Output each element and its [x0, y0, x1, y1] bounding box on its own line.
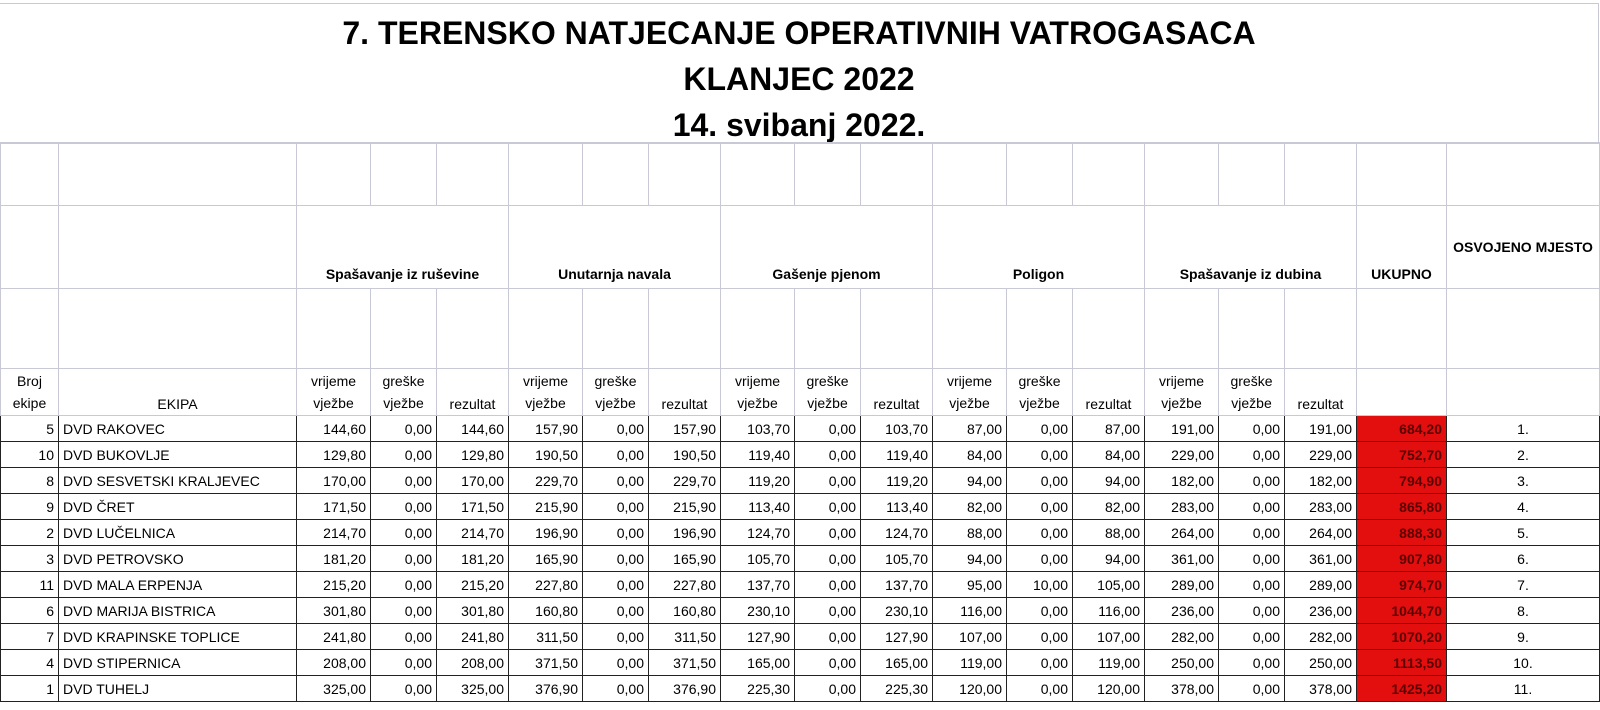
- cell-value: 119,40: [861, 442, 933, 468]
- cell-value: 311,50: [649, 624, 721, 650]
- cell-value: 0,00: [583, 650, 649, 676]
- cell-value: 0,00: [1219, 572, 1285, 598]
- cell-value: 230,10: [861, 598, 933, 624]
- cell-broj: 10: [1, 442, 59, 468]
- cell-value: 0,00: [1007, 598, 1073, 624]
- cell-ekipa: DVD BUKOVLJE: [59, 442, 297, 468]
- cell-value: 191,00: [1285, 416, 1357, 442]
- cell-mjesto: 11.: [1447, 676, 1600, 702]
- table-row: [1, 572, 1600, 598]
- cell-value: 0,00: [583, 520, 649, 546]
- cell-value: 0,00: [371, 416, 437, 442]
- cell-ekipa: DVD PETROVSKO: [59, 546, 297, 572]
- cell-value: 208,00: [297, 650, 371, 676]
- cell-value: 0,00: [1219, 624, 1285, 650]
- cell-value: 0,00: [583, 416, 649, 442]
- cell-value: 165,00: [861, 650, 933, 676]
- cell-value: 376,90: [509, 676, 583, 702]
- cell-value: 0,00: [1007, 416, 1073, 442]
- cell-ekipa: DVD RAKOVEC: [59, 416, 297, 442]
- cell-value: 160,80: [649, 598, 721, 624]
- cell-mjesto: 8.: [1447, 598, 1600, 624]
- cell-value: 0,00: [583, 572, 649, 598]
- cell-broj: 2: [1, 520, 59, 546]
- header-greske: greške vježbe: [583, 369, 649, 416]
- cell-value: 94,00: [1073, 468, 1145, 494]
- header-rezultat: rezultat: [437, 369, 509, 416]
- cell-value: 264,00: [1285, 520, 1357, 546]
- cell-value: 95,00: [933, 572, 1007, 598]
- cell-broj: 4: [1, 650, 59, 676]
- cell-value: 289,00: [1285, 572, 1357, 598]
- cell-value: 264,00: [1145, 520, 1219, 546]
- cell-value: 88,00: [1073, 520, 1145, 546]
- cell-value: 107,00: [1073, 624, 1145, 650]
- cell-value: 191,00: [1145, 416, 1219, 442]
- header-vrijeme: vrijeme vježbe: [297, 369, 371, 416]
- cell-value: 229,00: [1145, 442, 1219, 468]
- cell-mjesto: 4.: [1447, 494, 1600, 520]
- group-rusevine: Spašavanje iz ruševine: [297, 206, 509, 289]
- cell-value: 103,70: [721, 416, 795, 442]
- cell-broj: 1: [1, 676, 59, 702]
- cell-value: 0,00: [795, 546, 861, 572]
- cell-mjesto: 7.: [1447, 572, 1600, 598]
- cell-value: 229,70: [649, 468, 721, 494]
- blank-row: [1, 289, 1600, 369]
- cell-value: 119,40: [721, 442, 795, 468]
- cell-ukupno: 1070,20: [1357, 624, 1447, 650]
- cell-value: 0,00: [371, 676, 437, 702]
- cell-value: 0,00: [1219, 546, 1285, 572]
- cell-ukupno: 1425,20: [1357, 676, 1447, 702]
- cell-ekipa: DVD MALA ERPENJA: [59, 572, 297, 598]
- header-ekipa: EKIPA: [59, 369, 297, 416]
- cell-value: 301,80: [437, 598, 509, 624]
- cell-value: 282,00: [1285, 624, 1357, 650]
- cell-broj: 8: [1, 468, 59, 494]
- header-greske: greške vježbe: [1007, 369, 1073, 416]
- table-row: [1, 416, 1600, 442]
- cell-value: 84,00: [1073, 442, 1145, 468]
- group-pjena: Gašenje pjenom: [721, 206, 933, 289]
- cell-value: 0,00: [1007, 468, 1073, 494]
- table-row: [1, 494, 1600, 520]
- cell-value: 0,00: [583, 624, 649, 650]
- table-row: [1, 598, 1600, 624]
- cell-value: 129,80: [437, 442, 509, 468]
- cell-value: 165,90: [649, 546, 721, 572]
- header-vrijeme: vrijeme vježbe: [509, 369, 583, 416]
- cell-broj: 6: [1, 598, 59, 624]
- cell-value: 94,00: [1073, 546, 1145, 572]
- cell-value: 120,00: [1073, 676, 1145, 702]
- cell-value: 0,00: [795, 520, 861, 546]
- cell-value: 0,00: [1219, 676, 1285, 702]
- cell-value: 371,50: [649, 650, 721, 676]
- table-row: [1, 676, 1600, 702]
- header-rezultat: rezultat: [1073, 369, 1145, 416]
- cell-value: 182,00: [1145, 468, 1219, 494]
- blank-row: [1, 143, 1600, 206]
- cell-ukupno: 974,70: [1357, 572, 1447, 598]
- cell-value: 182,00: [1285, 468, 1357, 494]
- cell-value: 171,50: [437, 494, 509, 520]
- cell-value: 214,70: [297, 520, 371, 546]
- cell-value: 215,90: [649, 494, 721, 520]
- cell-value: 361,00: [1285, 546, 1357, 572]
- cell-ekipa: DVD SESVETSKI KRALJEVEC: [59, 468, 297, 494]
- cell-value: 325,00: [297, 676, 371, 702]
- cell-value: 157,90: [509, 416, 583, 442]
- cell-value: 0,00: [1007, 442, 1073, 468]
- cell-broj: 3: [1, 546, 59, 572]
- table-row: [1, 546, 1600, 572]
- cell-value: 371,50: [509, 650, 583, 676]
- cell-value: 215,90: [509, 494, 583, 520]
- cell-ukupno: 684,20: [1357, 416, 1447, 442]
- cell-value: 227,80: [649, 572, 721, 598]
- cell-value: 144,60: [297, 416, 371, 442]
- table-row: [1, 468, 1600, 494]
- cell-value: 190,50: [649, 442, 721, 468]
- column-header-row: [1, 369, 1600, 416]
- cell-value: 301,80: [297, 598, 371, 624]
- cell-value: 137,70: [861, 572, 933, 598]
- cell-value: 119,20: [861, 468, 933, 494]
- cell-value: 282,00: [1145, 624, 1219, 650]
- cell-value: 0,00: [795, 624, 861, 650]
- cell-value: 0,00: [795, 572, 861, 598]
- header-rezultat: rezultat: [861, 369, 933, 416]
- cell-value: 325,00: [437, 676, 509, 702]
- cell-value: 94,00: [933, 546, 1007, 572]
- group-navala: Unutarnja navala: [509, 206, 721, 289]
- cell-value: 0,00: [795, 676, 861, 702]
- cell-ekipa: DVD LUČELNICA: [59, 520, 297, 546]
- cell-value: 157,90: [649, 416, 721, 442]
- cell-value: 250,00: [1145, 650, 1219, 676]
- cell-ukupno: 794,90: [1357, 468, 1447, 494]
- cell-value: 0,00: [583, 494, 649, 520]
- cell-value: 0,00: [795, 468, 861, 494]
- title-line-3: 14. svibanj 2022.: [672, 107, 926, 143]
- cell-value: 124,70: [861, 520, 933, 546]
- cell-value: 283,00: [1145, 494, 1219, 520]
- cell-mjesto: 6.: [1447, 546, 1600, 572]
- cell-value: 170,00: [297, 468, 371, 494]
- cell-value: 0,00: [371, 572, 437, 598]
- cell-value: 208,00: [437, 650, 509, 676]
- cell-value: 105,00: [1073, 572, 1145, 598]
- cell-value: 88,00: [933, 520, 1007, 546]
- cell-ekipa: DVD TUHELJ: [59, 676, 297, 702]
- results-table: [0, 142, 1600, 702]
- cell-value: 0,00: [371, 520, 437, 546]
- cell-value: 144,60: [437, 416, 509, 442]
- cell-value: 0,00: [371, 442, 437, 468]
- cell-value: 0,00: [1007, 676, 1073, 702]
- cell-value: 0,00: [1007, 494, 1073, 520]
- cell-value: 124,70: [721, 520, 795, 546]
- cell-value: 87,00: [1073, 416, 1145, 442]
- cell-value: 82,00: [933, 494, 1007, 520]
- cell-value: 87,00: [933, 416, 1007, 442]
- cell-value: 215,20: [297, 572, 371, 598]
- cell-broj: 9: [1, 494, 59, 520]
- cell-value: 107,00: [933, 624, 1007, 650]
- cell-value: 127,90: [721, 624, 795, 650]
- cell-value: 0,00: [795, 416, 861, 442]
- cell-value: 236,00: [1285, 598, 1357, 624]
- cell-ekipa: DVD MARIJA BISTRICA: [59, 598, 297, 624]
- cell-mjesto: 3.: [1447, 468, 1600, 494]
- cell-value: 0,00: [1219, 468, 1285, 494]
- cell-value: 0,00: [1219, 598, 1285, 624]
- cell-value: 137,70: [721, 572, 795, 598]
- cell-value: 120,00: [933, 676, 1007, 702]
- cell-ukupno: 1113,50: [1357, 650, 1447, 676]
- cell-value: 0,00: [1219, 650, 1285, 676]
- cell-broj: 11: [1, 572, 59, 598]
- cell-value: 250,00: [1285, 650, 1357, 676]
- cell-value: 283,00: [1285, 494, 1357, 520]
- cell-value: 0,00: [583, 468, 649, 494]
- cell-value: 0,00: [1007, 520, 1073, 546]
- cell-value: 229,00: [1285, 442, 1357, 468]
- header-greske: greške vježbe: [795, 369, 861, 416]
- cell-value: 311,50: [509, 624, 583, 650]
- header-ukupno-blank: [1357, 369, 1447, 416]
- cell-mjesto: 9.: [1447, 624, 1600, 650]
- cell-value: 0,00: [795, 494, 861, 520]
- cell-value: 105,70: [861, 546, 933, 572]
- cell-value: 0,00: [1219, 442, 1285, 468]
- cell-value: 113,40: [861, 494, 933, 520]
- cell-value: 190,50: [509, 442, 583, 468]
- cell-value: 181,20: [297, 546, 371, 572]
- cell-value: 105,70: [721, 546, 795, 572]
- group-ukupno: UKUPNO: [1357, 206, 1447, 289]
- title-line-1: 7. TERENSKO NATJECANJE OPERATIVNIH VATROGASACA: [342, 15, 1256, 51]
- cell-value: 0,00: [583, 546, 649, 572]
- cell-value: 0,00: [583, 442, 649, 468]
- cell-broj: 7: [1, 624, 59, 650]
- cell-value: 236,00: [1145, 598, 1219, 624]
- cell-value: 0,00: [795, 598, 861, 624]
- cell-value: 84,00: [933, 442, 1007, 468]
- cell-ukupno: 752,70: [1357, 442, 1447, 468]
- cell-value: 376,90: [649, 676, 721, 702]
- cell-value: 119,00: [1073, 650, 1145, 676]
- cell-value: 0,00: [371, 546, 437, 572]
- table-row: [1, 624, 1600, 650]
- header-rezultat: rezultat: [649, 369, 721, 416]
- cell-value: 103,70: [861, 416, 933, 442]
- cell-value: 0,00: [371, 494, 437, 520]
- cell-value: 170,00: [437, 468, 509, 494]
- title-block: [0, 3, 1599, 144]
- cell-value: 165,00: [721, 650, 795, 676]
- cell-mjesto: 2.: [1447, 442, 1600, 468]
- cell-value: 160,80: [509, 598, 583, 624]
- cell-value: 165,90: [509, 546, 583, 572]
- cell-value: 225,30: [861, 676, 933, 702]
- cell-value: 127,90: [861, 624, 933, 650]
- cell-value: 214,70: [437, 520, 509, 546]
- cell-value: 289,00: [1145, 572, 1219, 598]
- cell-value: 0,00: [1007, 624, 1073, 650]
- cell-ukupno: 1044,70: [1357, 598, 1447, 624]
- cell-value: 181,20: [437, 546, 509, 572]
- cell-ukupno: 865,80: [1357, 494, 1447, 520]
- table-row: [1, 442, 1600, 468]
- cell-value: 0,00: [371, 650, 437, 676]
- cell-value: 119,00: [933, 650, 1007, 676]
- cell-value: 378,00: [1285, 676, 1357, 702]
- cell-value: 0,00: [1219, 520, 1285, 546]
- header-broj: Broj ekipe: [1, 369, 59, 416]
- cell-value: 196,90: [649, 520, 721, 546]
- group-dubina: Spašavanje iz dubina: [1145, 206, 1357, 289]
- cell-value: 225,30: [721, 676, 795, 702]
- cell-ekipa: DVD ČRET: [59, 494, 297, 520]
- cell-ukupno: 907,80: [1357, 546, 1447, 572]
- table-row: [1, 520, 1600, 546]
- cell-value: 0,00: [1007, 650, 1073, 676]
- cell-value: 116,00: [933, 598, 1007, 624]
- cell-value: 0,00: [1219, 494, 1285, 520]
- table-row: [1, 650, 1600, 676]
- cell-value: 196,90: [509, 520, 583, 546]
- cell-value: 0,00: [371, 468, 437, 494]
- header-greske: greške vježbe: [371, 369, 437, 416]
- cell-value: 0,00: [795, 442, 861, 468]
- cell-value: 0,00: [371, 624, 437, 650]
- header-vrijeme: vrijeme vježbe: [721, 369, 795, 416]
- cell-broj: 5: [1, 416, 59, 442]
- cell-value: 361,00: [1145, 546, 1219, 572]
- cell-value: 0,00: [1219, 416, 1285, 442]
- cell-value: 378,00: [1145, 676, 1219, 702]
- cell-ekipa: DVD KRAPINSKE TOPLICE: [59, 624, 297, 650]
- cell-value: 230,10: [721, 598, 795, 624]
- cell-mjesto: 1.: [1447, 416, 1600, 442]
- header-vrijeme: vrijeme vježbe: [1145, 369, 1219, 416]
- cell-mjesto: 10.: [1447, 650, 1600, 676]
- cell-value: 171,50: [297, 494, 371, 520]
- group-header-row: [1, 206, 1600, 289]
- group-mjesto: OSVOJENO MJESTO: [1447, 206, 1600, 289]
- cell-value: 0,00: [1007, 546, 1073, 572]
- cell-value: 0,00: [795, 650, 861, 676]
- header-rezultat: rezultat: [1285, 369, 1357, 416]
- title-line-2: KLANJEC 2022: [683, 61, 915, 97]
- cell-value: 129,80: [297, 442, 371, 468]
- cell-value: 227,80: [509, 572, 583, 598]
- cell-ekipa: DVD STIPERNICA: [59, 650, 297, 676]
- cell-value: 0,00: [583, 676, 649, 702]
- cell-value: 241,80: [297, 624, 371, 650]
- cell-value: 229,70: [509, 468, 583, 494]
- group-poligon: Poligon: [933, 206, 1145, 289]
- cell-value: 82,00: [1073, 494, 1145, 520]
- cell-value: 113,40: [721, 494, 795, 520]
- cell-value: 116,00: [1073, 598, 1145, 624]
- cell-value: 215,20: [437, 572, 509, 598]
- cell-value: 0,00: [583, 598, 649, 624]
- header-vrijeme: vrijeme vježbe: [933, 369, 1007, 416]
- cell-value: 10,00: [1007, 572, 1073, 598]
- cell-ukupno: 888,30: [1357, 520, 1447, 546]
- cell-value: 94,00: [933, 468, 1007, 494]
- cell-value: 0,00: [371, 598, 437, 624]
- header-mjesto-blank: [1447, 369, 1600, 416]
- cell-mjesto: 5.: [1447, 520, 1600, 546]
- header-greske: greške vježbe: [1219, 369, 1285, 416]
- cell-value: 119,20: [721, 468, 795, 494]
- cell-value: 241,80: [437, 624, 509, 650]
